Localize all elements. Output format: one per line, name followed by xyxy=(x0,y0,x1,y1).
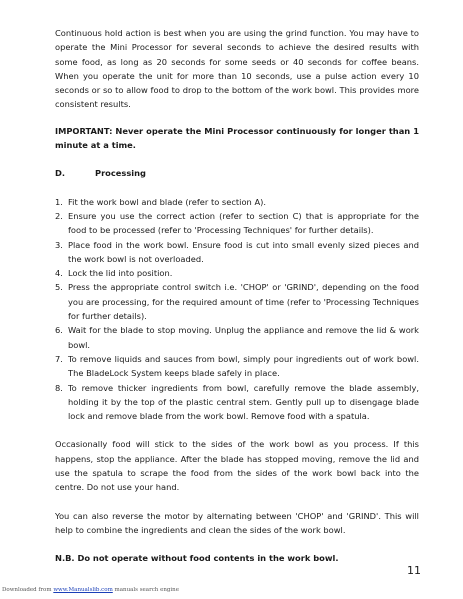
step-number: 7. xyxy=(55,353,63,364)
processing-steps xyxy=(55,195,419,424)
step-text: To remove thicker ingredients from bowl, carefully remove the blade assembly, holding it by the top of the plastic central stem. Gently pull up to disengage blade lock and remove blade from the work bowl. Remove food with a spatula. xyxy=(68,382,419,422)
step-text: Fit the work bowl and blade (refer to section A). xyxy=(68,196,266,207)
step-text: Wait for the blade to stop moving. Unplug the appliance and remove the lid & work bowl. xyxy=(68,325,419,350)
step-item xyxy=(55,381,419,424)
step-number: 5. xyxy=(55,282,63,293)
reverse-motor-paragraph: You can also reverse the motor by alternating between 'CHOP' and 'GRIND'. This will help to combine the ingredients and clean the sides of the work bowl. xyxy=(55,510,419,535)
step-item xyxy=(55,195,419,209)
step-item xyxy=(55,323,419,352)
download-footer xyxy=(2,587,179,593)
step-text: Press the appropriate control switch i.e. 'CHOP' or 'GRIND', depending on the food you are processing, for the required amount of time (refer to 'Processing Techniques for further details). xyxy=(68,282,419,322)
step-text: Place food in the work bowl. Ensure food is cut into small evenly sized pieces and the work bowl is not overloaded. xyxy=(68,239,419,264)
step-item xyxy=(55,238,419,267)
step-number: 8. xyxy=(55,382,63,393)
important-warning: IMPORTANT: Never operate the Mini Processor continuously for longer than 1 minute at a time. xyxy=(55,125,419,151)
step-number: 3. xyxy=(55,239,63,250)
footer-suffix: manuals search engine xyxy=(112,587,179,593)
step-text: To remove liquids and sauces from bowl, simply pour ingredients out of work bowl. The BladeLock System keeps blade safely in place. xyxy=(68,353,419,379)
section-title: Processing xyxy=(95,168,146,179)
step-text: Ensure you use the correct action (refer to section C) that is appropriate for the food to be processed (refer to 'Processing Techniques' for further details). xyxy=(68,210,419,236)
step-number: 6. xyxy=(55,325,63,336)
manualslib-link[interactable]: www.Manualslib.com xyxy=(53,587,113,593)
step-number: 2. xyxy=(55,210,63,221)
section-heading xyxy=(55,166,419,180)
page-number: 11 xyxy=(407,564,421,577)
manual-page xyxy=(55,26,419,566)
occasionally-paragraph: Occasionally food will stick to the sides of the work bowl as you process. If this happens, stop the appliance. After the blade has stopped moving, remove the lid and use the spatula to scrape the food from the sides of the work bowl back into the centre. Do not use your hand. xyxy=(55,439,419,493)
section-letter: D. xyxy=(55,168,66,179)
step-item xyxy=(55,280,419,323)
intro-paragraph: Continuous hold action is best when you are using the grind function. You may have to operate the Mini Processor for several seconds to achieve the desired results with some food, as long as 20 seconds for some seeds or 40 seconds for coffee beans. When you operate the unit for more than 10 seconds, use a pulse action every 10 seconds or so to allow food to drop to the bottom of the work bowl. This provides more consistent results. xyxy=(55,28,419,110)
step-number: 1. xyxy=(55,196,63,207)
step-number: 4. xyxy=(55,268,63,279)
footer-prefix: Downloaded from xyxy=(2,587,54,593)
nb-note: N.B. Do not operate without food contents in the work bowl. xyxy=(55,553,339,564)
step-text: Lock the lid into position. xyxy=(68,268,173,279)
step-item xyxy=(55,209,419,238)
step-item xyxy=(55,266,419,280)
step-item xyxy=(55,352,419,381)
